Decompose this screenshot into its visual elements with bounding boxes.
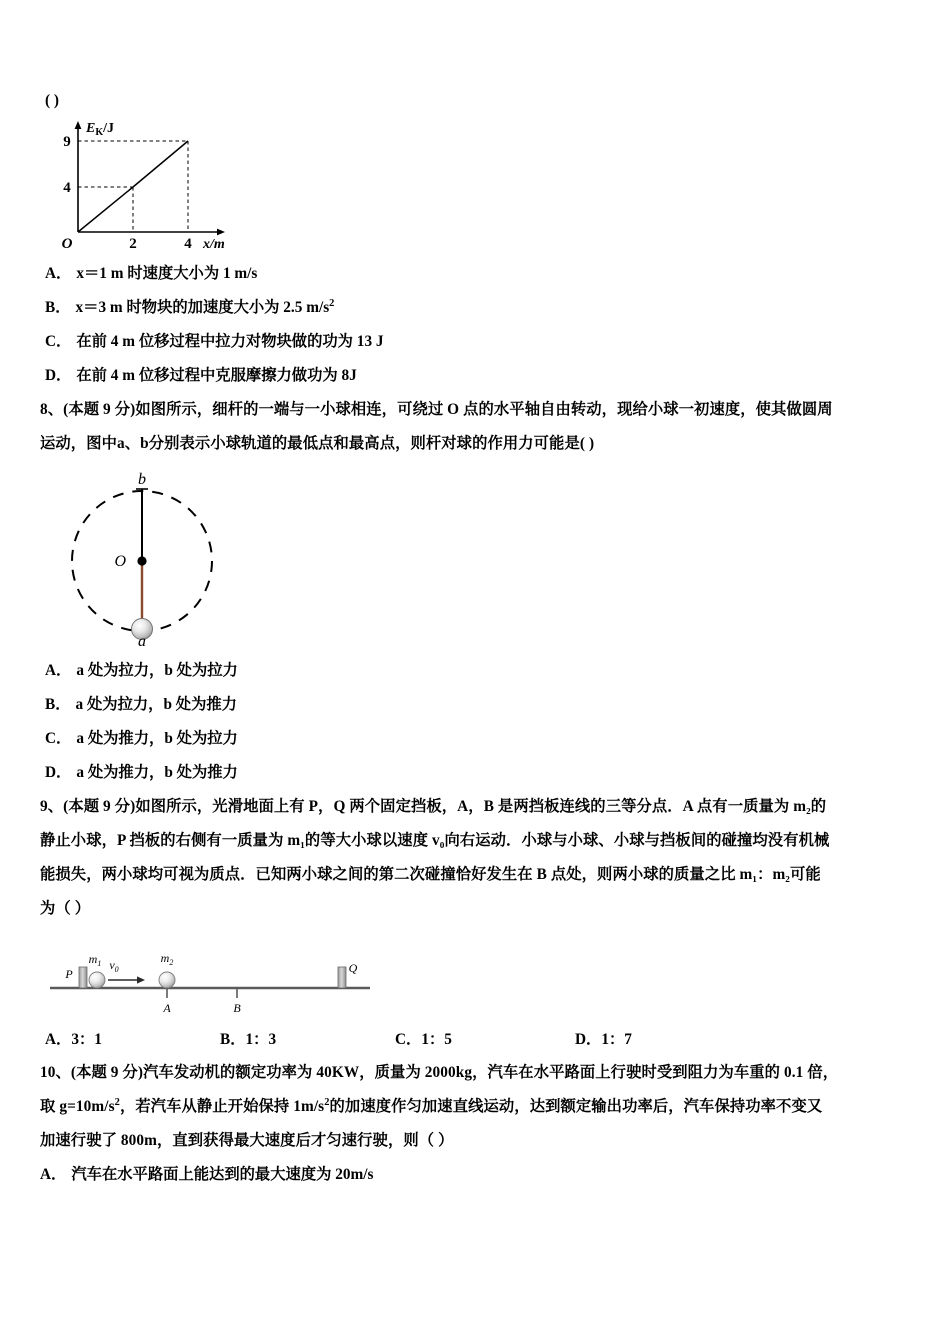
q8-option-c-label: C．	[45, 730, 72, 747]
q8-option-d-label: D．	[45, 764, 72, 781]
y-tick-9: 9	[63, 134, 71, 150]
q10-line-2-sup-1: 2	[114, 1096, 120, 1108]
kinetic-energy-displacement-graph	[48, 114, 248, 252]
q8-option-b-label: B．	[45, 696, 71, 713]
track-diagram-svg	[45, 940, 375, 1018]
q9-option-a	[45, 1024, 220, 1056]
q9-option-a-text: 3：1	[71, 1031, 102, 1048]
q9-line-4: 为（ ）	[40, 900, 91, 917]
label-m2: $m_2$	[160, 951, 174, 967]
q9-option-d-label: D．	[575, 1031, 602, 1048]
option-d	[45, 359, 920, 393]
q9-option-b-text: 1：3	[245, 1031, 277, 1048]
q8-option-b	[45, 688, 920, 722]
q9-options	[45, 1024, 920, 1056]
q8-line-1: 8、(本题 9 分)如图所示，细杆的一端与一小球相连，可绕过 O 点的水平轴自由转动，现给小球一初速度，使其做圆周	[40, 401, 833, 418]
q9-option-b	[220, 1024, 395, 1056]
rod-ball-circular-motion-diagram	[54, 471, 269, 650]
q10-line-2-sup-2: 2	[324, 1096, 330, 1108]
label-A: A	[163, 1001, 171, 1015]
ball-m1-icon	[89, 972, 105, 988]
label-P: P	[65, 967, 73, 981]
q8-option-b-text: a 处为拉力，b 处为推力	[75, 696, 237, 713]
left-barrier-P	[79, 967, 87, 988]
q8-options	[45, 654, 920, 790]
q9-line-2: 静止小球，P 挡板的右侧有一质量为 m₁的等大小球以速度 v₀向右运动．小球与小球、小球与挡板间的碰撞均没有机械	[40, 832, 830, 849]
q10-line-2-a: 取 g=10m/s	[40, 1098, 115, 1115]
q7-answer-paren: ( )	[45, 92, 60, 109]
q8-option-d	[45, 756, 920, 790]
q9-option-b-label: B．	[220, 1031, 246, 1048]
x-tick-4: 4	[184, 236, 192, 252]
circle-diagram-svg	[54, 471, 269, 650]
y-axis-arrow	[75, 121, 82, 129]
label-m1: $m_1$	[88, 952, 102, 968]
q9-option-c	[395, 1024, 575, 1056]
q10-line-1: 10、(本题 9 分)汽车发动机的额定功率为 40KW，质量为 2000kg，汽车在水平路面上行驶时受到阻力为车重的 0.1 倍，	[40, 1064, 839, 1081]
q10-line-2	[40, 1090, 920, 1124]
q8-option-a-label: A．	[45, 662, 72, 679]
center-label-O: O	[114, 553, 126, 570]
option-a	[45, 257, 920, 291]
x-axis-arrow	[217, 229, 225, 236]
q9-option-d	[575, 1024, 632, 1056]
option-b-text: x＝3 m 时物块的加速度大小为 2.5 m/s	[75, 299, 330, 316]
q8-option-a	[45, 654, 920, 688]
origin-label: O	[61, 236, 73, 252]
label-v0: $v_0$	[109, 958, 119, 974]
option-d-text: 在前 4 m 位移过程中克服摩擦力做功为 8J	[76, 367, 357, 384]
ball-m2-icon	[159, 972, 175, 988]
option-c-label: C．	[45, 333, 72, 350]
label-B: B	[233, 1001, 241, 1015]
right-barrier-Q	[338, 967, 346, 988]
option-b-sup: 2	[329, 297, 335, 309]
two-balls-between-barriers-diagram	[45, 940, 375, 1018]
graph-svg	[48, 114, 248, 252]
q10-line-2-c: 的加速度作匀加速直线运动，达到额定输出功率后，汽车保持功率不变又	[329, 1098, 823, 1115]
q10-line-3: 加速行驶了 800m，直到获得最大速度后才匀速行驶，则（ ）	[40, 1132, 454, 1149]
option-a-label: A．	[45, 265, 72, 282]
option-b	[45, 291, 920, 325]
q8-option-c-text: a 处为推力，b 处为拉力	[76, 730, 238, 747]
option-c	[45, 325, 920, 359]
q8-option-a-text: a 处为拉力，b 处为拉力	[76, 662, 238, 679]
q10-option-a	[40, 1158, 920, 1192]
pivot-point-icon	[137, 556, 146, 565]
q10-line-2-b: ，若汽车从静止开始保持 1m/s	[119, 1098, 325, 1115]
q8-option-c	[45, 722, 920, 756]
x-axis-label: x/m	[203, 237, 225, 252]
y-axis-label: $E_K/J$	[86, 121, 115, 138]
q9-option-d-text: 1：7	[601, 1031, 632, 1048]
label-Q: Q	[348, 961, 358, 975]
q10-option-a-label: A．	[40, 1166, 67, 1183]
x-tick-2: 2	[129, 236, 137, 252]
y-tick-4: 4	[63, 180, 71, 196]
option-d-label: D．	[45, 367, 72, 384]
option-c-text: 在前 4 m 位移过程中拉力对物块做的功为 13 J	[76, 333, 384, 350]
top-label-b: b	[138, 471, 146, 488]
option-b-label: B．	[45, 299, 71, 316]
q7-options	[45, 257, 920, 393]
velocity-arrow-head	[137, 976, 145, 983]
q9-line-3: 能损失，两小球均可视为质点．已知两小球之间的第二次碰撞恰好发生在 B 点处，则两小球的质量之比 m₁：m₂可能	[40, 866, 821, 883]
q9-line-1: 9、(本题 9 分)如图所示，光滑地面上有 P，Q 两个固定挡板，A，B 是两挡板连线的三等分点．A 点有一质量为 m₂的	[40, 798, 827, 815]
page-content	[40, 92, 920, 1192]
q8-line-2: 运动，图中a、b分别表示小球轨道的最低点和最高点，则杆对球的作用力可能是( )	[40, 435, 595, 452]
bottom-label-a: a	[138, 633, 146, 650]
option-a-text: x＝1 m 时速度大小为 1 m/s	[76, 265, 258, 282]
q9-option-c-label: C．	[395, 1031, 422, 1048]
q9-option-c-text: 1：5	[421, 1031, 452, 1048]
q10-option-a-text: 汽车在水平路面上能达到的最大速度为 20m/s	[71, 1166, 374, 1183]
q9-option-a-label: A．	[45, 1031, 72, 1048]
q8-option-d-text: a 处为推力，b 处为推力	[76, 764, 238, 781]
